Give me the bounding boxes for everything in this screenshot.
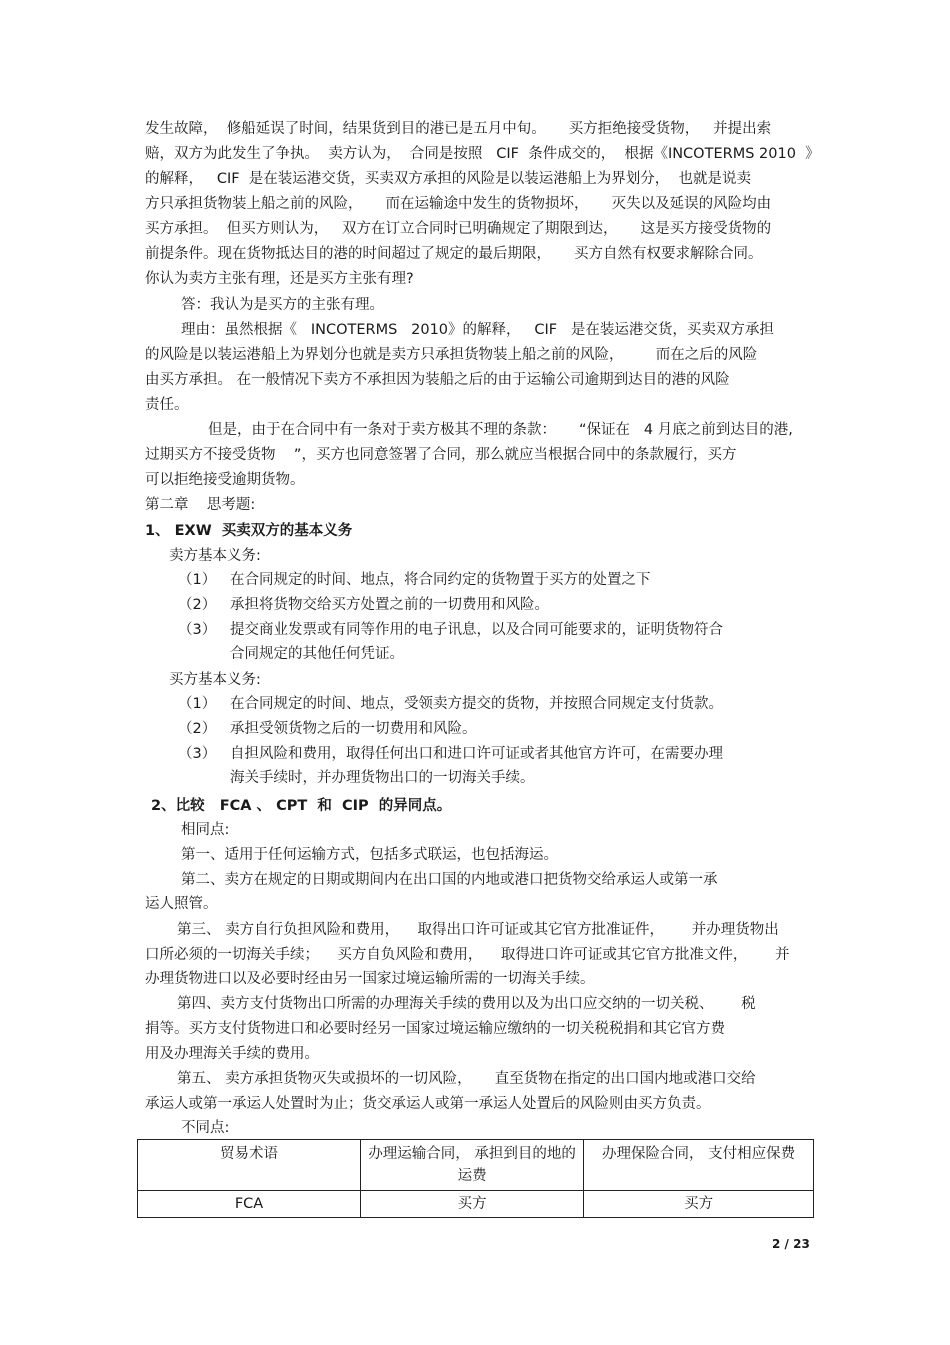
page-number: 2 / 23 <box>772 1237 810 1251</box>
text-line: 赔，双方为此发生了争执。 卖方认为， 合同是按照 CIF 条件成交的， 根据《INCOTERMS 2010 》 <box>145 146 820 162</box>
text-line: 买方承担。 但买方则认为， 双方在订立合同时已明确规定了期限到达， 这是买方接受货物的 <box>145 221 772 237</box>
list-item: （2） 承担受领货物之后的一切费用和风险。 <box>178 721 477 737</box>
text-line: 由买方承担。 在一般情况下卖方不承担因为装船之后的由于运输公司逾期到达目的港的风险 <box>145 372 730 388</box>
text-line: 第一、适用于任何运输方式，包括多式联运，也包括海运。 <box>181 847 558 863</box>
text-line: 发生故障， 修船延误了时间，结果货到目的港已是五月中旬。 买方拒绝接受货物， 并提出索 <box>145 121 772 137</box>
answer-line: 答：我认为是买方的主张有理。 <box>181 297 384 313</box>
table-header-row <box>138 1140 814 1191</box>
list-item: （1） 在合同规定的时间、地点，受领卖方提交的货物，并按照合同规定支付货款。 <box>178 696 724 712</box>
text-line: 用及办理海关手续的费用。 <box>145 1046 319 1062</box>
text-line: 过期买方不接受货物 ”，买方也同意签署了合同，那么就应当根据合同中的条款履行，买方 <box>145 447 737 463</box>
text-line: 的解释， CIF 是在装运港交货，买卖双方承担的风险是以装运港船上为界划分， 也就是说卖 <box>145 171 752 187</box>
text-line: 捐等。买方支付货物进口和必要时经另一国家过境运输应缴纳的一切关税税捐和其它官方费 <box>145 1021 725 1037</box>
chapter-heading: 第二章 思考题: <box>145 497 256 513</box>
subheading: 卖方基本义务: <box>169 548 261 564</box>
table-header-cell: 贸易术语 <box>138 1140 361 1191</box>
table-cell: 买方 <box>584 1191 814 1218</box>
table-header-cell: 办理保险合同， 支付相应保费 <box>584 1140 814 1191</box>
list-item-continued: 合同规定的其他任何凭证。 <box>230 646 404 662</box>
text-line: 理由：虽然根据《 INCOTERMS 2010》的解释， CIF 是在装运港交货，买卖双方承担 <box>181 322 774 338</box>
list-item: （1） 在合同规定的时间、地点，将合同约定的货物置于买方的处置之下 <box>178 572 651 588</box>
comparison-table <box>137 1139 814 1218</box>
text-line: 前提条件。现在货物抵达目的港的时间超过了规定的最后期限， 买方自然有权要求解除合同。 <box>145 246 763 262</box>
table-row <box>138 1191 814 1218</box>
text-line: 第三、 卖方自行负担风险和费用， 取得出口许可证或其它官方批准证件， 并办理货物出 <box>177 922 779 938</box>
list-item-continued: 海关手续时，并办理货物出口的一切海关手续。 <box>230 770 535 786</box>
list-item: （2） 承担将货物交给买方处置之前的一切费用和风险。 <box>178 597 550 613</box>
list-item: （3） 提交商业发票或有同等作用的电子讯息，以及合同可能要求的，证明货物符合 <box>178 622 724 638</box>
text-line: 口所必须的一切海关手续； 买方自负风险和费用， 取得进口许可证或其它官方批准文件， 并 <box>145 947 790 963</box>
subheading: 相同点: <box>181 822 230 838</box>
text-line: 责任。 <box>145 397 189 413</box>
text-line: 第二、卖方在规定的日期或期间内在出口国的内地或港口把货物交给承运人或第一承 <box>181 872 718 888</box>
text-line: 运人照管。 <box>145 896 218 912</box>
question-heading: 1、 EXW 买卖双方的基本义务 <box>145 523 353 539</box>
table-cell: 买方 <box>361 1191 584 1218</box>
text-line: 你认为卖方主张有理，还是买方主张有理? <box>145 271 414 287</box>
question-heading: 2、比较 FCA 、 CPT 和 CIP 的异同点。 <box>151 798 452 814</box>
subheading: 买方基本义务: <box>169 672 261 688</box>
text-line: 第四、卖方支付货物出口所需的办理海关手续的费用以及为出口应交纳的一切关税、 税 <box>177 996 756 1012</box>
text-line: 的风险是以装运港船上为界划分也就是卖方只承担货物装上船之前的风险， 而在之后的风险 <box>145 347 758 363</box>
text-line: 但是，由于在合同中有一条对于卖方极其不理的条款： “保证在 4 月底之前到达目的港, <box>208 422 793 438</box>
text-line: 承运人或第一承运人处置时为止；货交承运人或第一承运人处置后的风险则由买方负责。 <box>145 1096 711 1112</box>
subheading: 不同点: <box>181 1120 230 1136</box>
table-cell: FCA <box>138 1191 361 1218</box>
text-line: 第五、 卖方承担货物灭失或损坏的一切风险， 直至货物在指定的出口国内地或港口交给 <box>177 1071 756 1087</box>
table-header-cell: 办理运输合同， 承担到目的地的运费 <box>361 1140 584 1191</box>
text-line: 方只承担货物装上船之前的风险， 而在运输途中发生的货物损坏， 灭失以及延误的风险均由 <box>145 196 772 212</box>
text-line: 办理货物进口以及必要时经由另一国家过境运输所需的一切海关手续。 <box>145 971 595 987</box>
text-line: 可以拒绝接受逾期货物。 <box>145 472 305 488</box>
list-item: （3） 自担风险和费用，取得任何出口和进口许可证或者其他官方许可，在需要办理 <box>178 746 724 762</box>
